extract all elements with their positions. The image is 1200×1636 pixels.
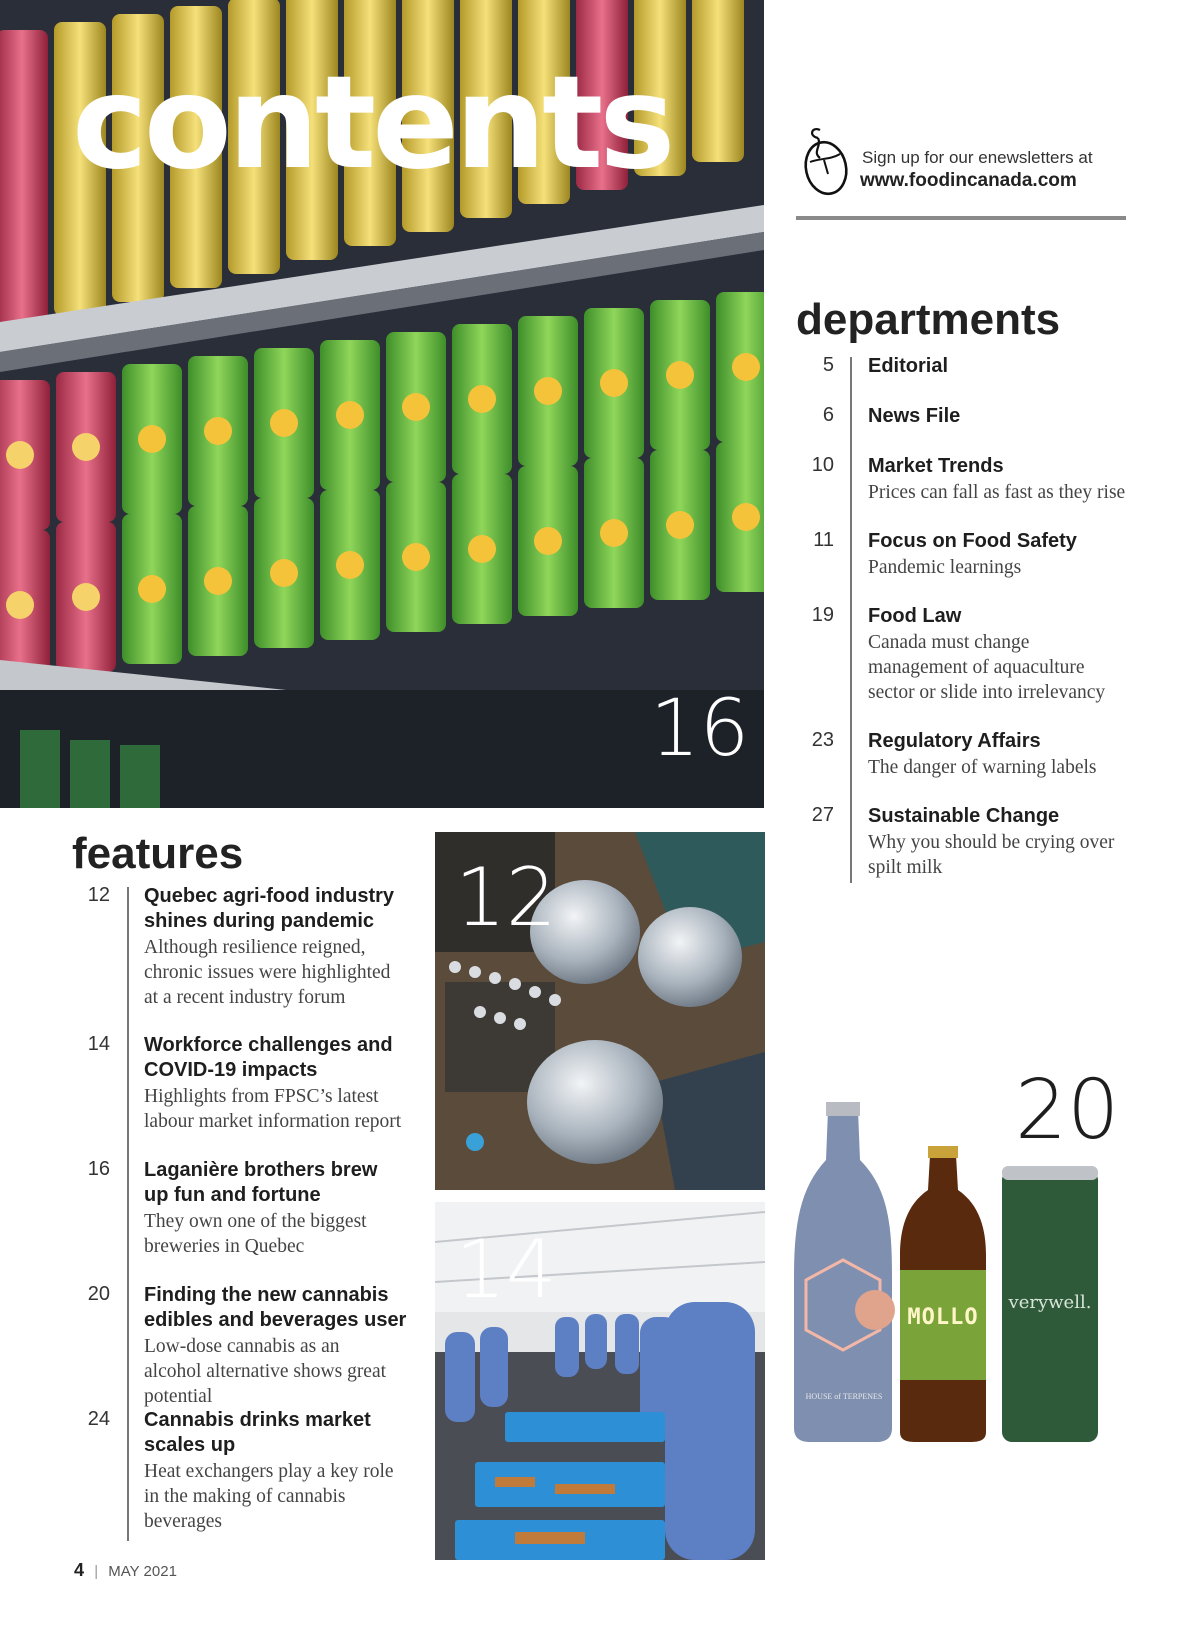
newsletter-promo[interactable] — [800, 118, 1130, 218]
can-logo-mark — [666, 511, 694, 539]
can-logo-mark — [204, 417, 232, 445]
silos-photo-number: 12 — [455, 851, 557, 944]
can-logo-mark — [600, 519, 628, 547]
item-description: Although resilience reigned, chronic issues were highlighted at a recent industry forum — [144, 937, 391, 1008]
departments-list — [796, 354, 1176, 884]
item-title: Editorial — [868, 355, 949, 377]
can-logo-mark — [336, 551, 364, 579]
hero-photo-number: 16 — [650, 684, 750, 774]
item-title: News File — [868, 405, 961, 427]
item-description: Why you should be crying over spilt milk — [868, 832, 1115, 878]
bottle1-label: HOUSE of TERPENES — [805, 1392, 883, 1401]
item-description: Canada must change management of aquaculture sector or slide into irrelevancy — [868, 632, 1106, 703]
page-number: 14 — [87, 1033, 110, 1055]
item-description: Low-dose cannabis as an alcohol alternative shows great potential — [144, 1336, 387, 1407]
top-shelf-can — [0, 30, 48, 330]
page-number: 11 — [813, 529, 834, 551]
page-number: 23 — [811, 729, 834, 751]
can-logo-mark — [72, 583, 100, 611]
item-description: Highlights from FPSC’s latest labour market information report — [144, 1086, 402, 1132]
can-logo-mark — [732, 353, 760, 381]
page-footer — [74, 1560, 177, 1581]
page-number: 6 — [822, 404, 834, 426]
mouse-icon — [800, 124, 852, 202]
item-title: Quebec agri-food industry shines during pandemic — [144, 885, 395, 932]
item-title: Regulatory Affairs — [868, 730, 1041, 752]
can-logo-mark — [468, 535, 496, 563]
page-number: 19 — [811, 604, 834, 626]
item-title: Laganière brothers brew up fun and fortune — [144, 1159, 378, 1206]
page-title: contents — [72, 49, 672, 198]
item-title: Workforce challenges and COVID-19 impacts — [144, 1034, 393, 1081]
item-title: Focus on Food Safety — [868, 530, 1077, 552]
page-number: 10 — [811, 454, 834, 476]
item-description: Heat exchangers play a key role in the making of cannabis beverages — [144, 1461, 394, 1532]
can-logo-mark — [600, 369, 628, 397]
can-logo-mark — [6, 441, 34, 469]
can-logo-mark — [270, 409, 298, 437]
newsletter-link[interactable]: www.foodincanada.com — [860, 170, 1077, 191]
page-number: 24 — [87, 1408, 110, 1430]
can-logo-mark — [534, 377, 562, 405]
can-logo-mark — [534, 527, 562, 555]
can-logo-mark — [468, 385, 496, 413]
footer-page-number: 4 — [74, 1560, 85, 1580]
can-logo-mark — [72, 433, 100, 461]
item-title: Cannabis drinks market scales up — [144, 1409, 371, 1456]
footer-separator: | — [94, 1563, 99, 1580]
page-number: 12 — [87, 884, 110, 906]
item-description: Pandemic learnings — [868, 557, 1022, 578]
page-number: 16 — [87, 1158, 110, 1180]
can-logo-mark — [732, 503, 760, 531]
item-description: Prices can fall as fast as they rise — [868, 482, 1126, 503]
features-heading: features — [72, 829, 244, 878]
item-title: Market Trends — [868, 455, 1004, 477]
item-title: Sustainable Change — [868, 805, 1060, 827]
footer-issue: MAY 2021 — [108, 1563, 177, 1580]
can-logo-mark — [270, 559, 298, 587]
products-photo-number: 20 — [1015, 1063, 1120, 1158]
can-logo-mark — [402, 393, 430, 421]
features-list — [72, 884, 412, 1534]
can-logo-mark — [6, 591, 34, 619]
can-logo-mark — [138, 575, 166, 603]
page-number: 5 — [822, 354, 834, 376]
can-logo-mark — [336, 401, 364, 429]
divider — [796, 216, 1126, 220]
departments-heading: departments — [796, 295, 1061, 344]
workers-photo-number: 14 — [455, 1223, 557, 1316]
page-number: 20 — [87, 1283, 110, 1305]
can-logo-mark — [204, 567, 232, 595]
top-shelf-can — [692, 0, 744, 162]
page-number: 27 — [811, 804, 834, 826]
can-label: verywell. — [1008, 1292, 1092, 1313]
newsletter-text: Sign up for our enewsletters at — [862, 148, 1093, 167]
can-logo-mark — [138, 425, 166, 453]
item-description: The danger of warning labels — [868, 757, 1097, 778]
bottle2-label: MOLLO — [907, 1305, 979, 1330]
item-title: Finding the new cannabis edibles and beverages user — [144, 1284, 407, 1331]
can-logo-mark — [666, 361, 694, 389]
item-description: They own one of the biggest breweries in Quebec — [144, 1211, 367, 1257]
can-logo-mark — [402, 543, 430, 571]
item-title: Food Law — [868, 605, 962, 627]
